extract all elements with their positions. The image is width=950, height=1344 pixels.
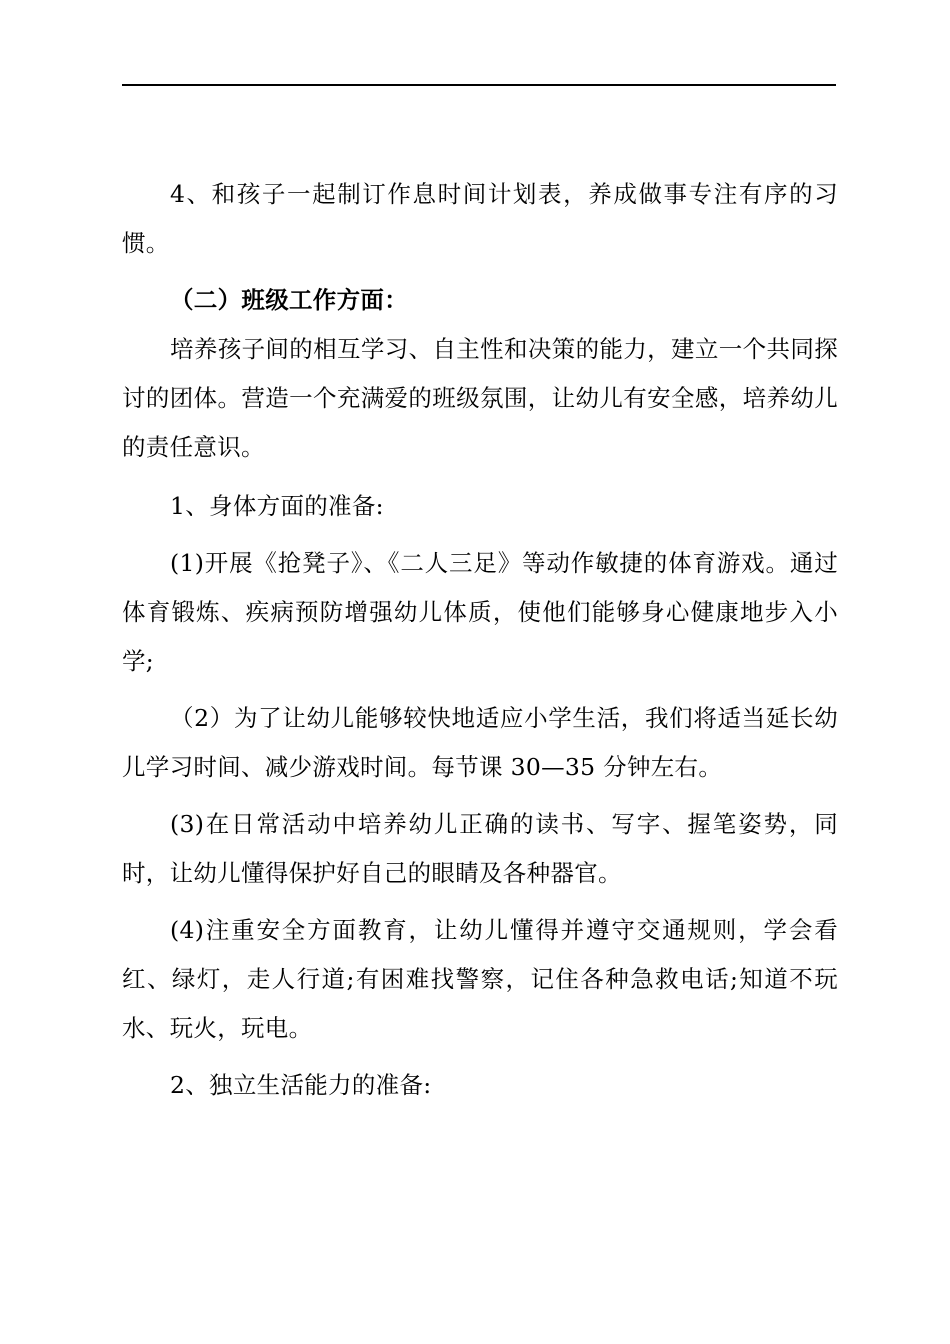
paragraph-safety: (4)注重安全方面教育，让幼儿懂得并遵守交通规则，学会看红、绿灯，走人行道;有困难找警察，记住各种急救电话;知道不玩水、玩火，玩电。 xyxy=(122,916,838,1042)
header-rule xyxy=(122,84,836,86)
paragraph-schedule: 4、和孩子一起制订作息时间计划表，养成做事专注有序的习惯。 xyxy=(122,180,838,257)
paragraph-class-atmosphere: 培养孩子间的相互学习、自主性和决策的能力，建立一个共同探讨的团体。营造一个充满爱的班级氛围，让幼儿有安全感，培养幼儿的责任意识。 xyxy=(122,335,838,461)
subheading-physical-preparation: 1、身体方面的准备: xyxy=(170,492,384,520)
document-body xyxy=(122,170,838,1110)
section-heading-class-work: （二）班级工作方面： xyxy=(170,286,408,314)
paragraph-posture: (3)在日常活动中培养幼儿正确的读书、写字、握笔姿势，同时，让幼儿懂得保护好自己的眼睛及各种器官。 xyxy=(122,810,838,887)
paragraph-sports-games: (1)开展《抢凳子》、《二人三足》等动作敏捷的体育游戏。通过体育锻炼、疾病预防增强幼儿体质，使他们能够身心健康地步入小学; xyxy=(122,549,838,675)
paragraph-study-time: （2）为了让幼儿能够较快地适应小学生活，我们将适当延长幼儿学习时间、减少游戏时间。每节课 30—35 分钟左右。 xyxy=(122,704,838,781)
subheading-independent-living: 2、独立生活能力的准备: xyxy=(170,1071,432,1099)
